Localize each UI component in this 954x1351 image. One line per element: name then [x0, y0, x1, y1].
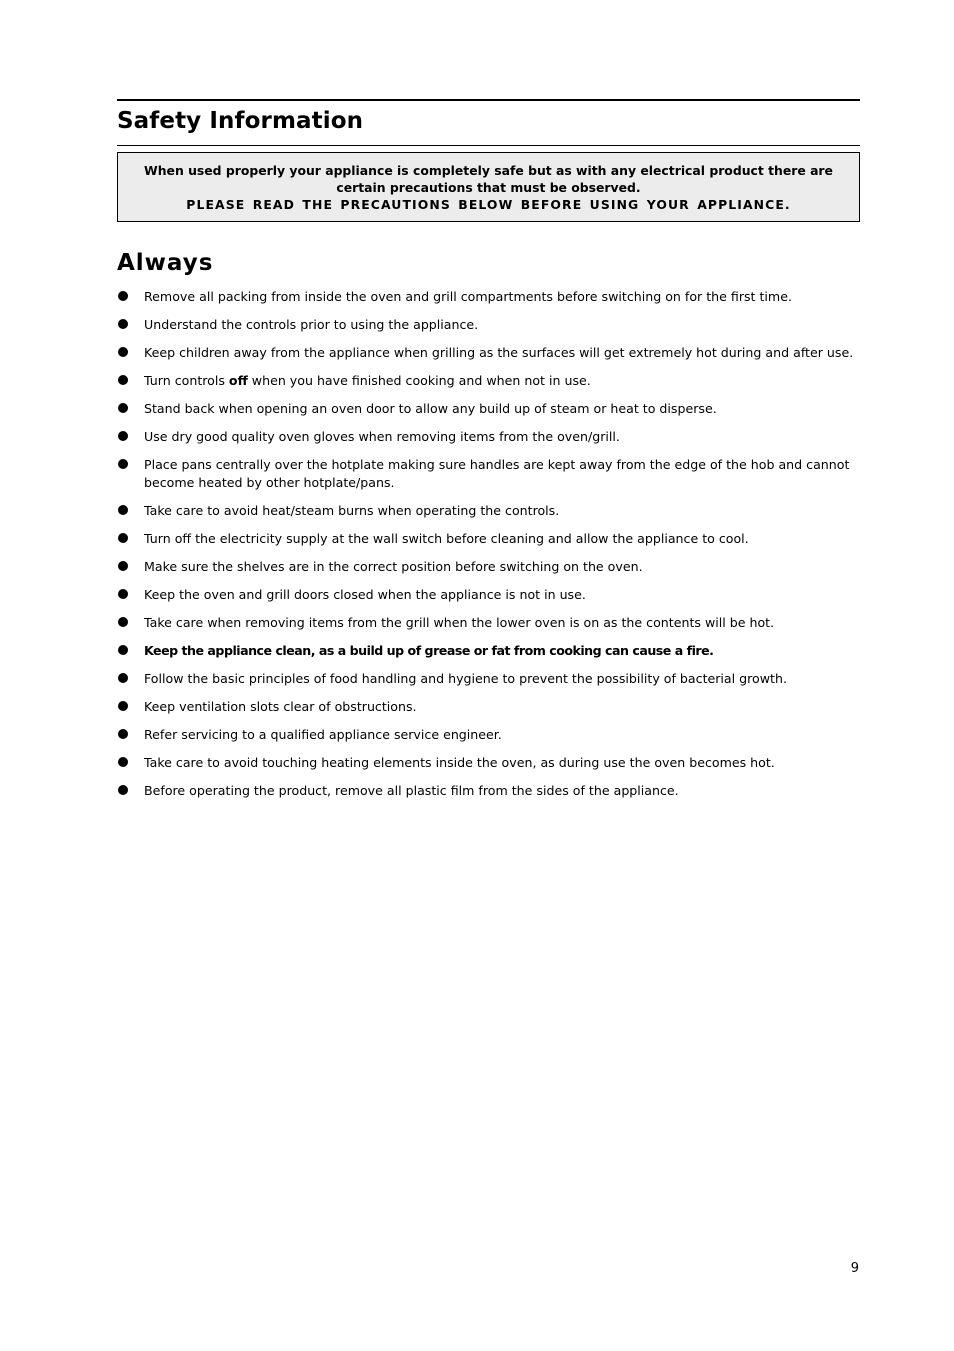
list-item [117, 344, 860, 362]
list-item [117, 642, 860, 660]
item-text [144, 373, 591, 388]
bullet-icon [118, 375, 128, 385]
item-text: Turn off the electricity supply at the wall switch before cleaning and allow the appliance to cool. [144, 531, 749, 546]
item-text: Before operating the product, remove all plastic film from the sides of the appliance. [144, 783, 679, 798]
item-text: Keep children away from the appliance when grilling as the surfaces will get extremely hot during and after use. [144, 345, 854, 360]
bullet-icon [118, 561, 128, 571]
item-text: Place pans centrally over the hotplate making sure handles are kept away from the edge of the hob and cannot become heated by other hotplate/pans. [144, 457, 850, 490]
item-text-post: when you have finished cooking and when not in use. [247, 373, 591, 388]
item-text-pre: Turn controls [144, 373, 229, 388]
item-text: Take care to avoid touching heating elements inside the oven, as during use the oven becomes hot. [144, 755, 775, 770]
bullet-icon [118, 589, 128, 599]
bullet-icon [118, 319, 128, 329]
list-item [117, 288, 860, 306]
list-item [117, 316, 860, 334]
list-item [117, 428, 860, 446]
list-item [117, 456, 860, 492]
page-content [117, 99, 860, 810]
always-list [117, 288, 860, 800]
bullet-icon [118, 403, 128, 413]
bullet-icon [118, 431, 128, 441]
item-text: Make sure the shelves are in the correct position before switching on the oven. [144, 559, 643, 574]
bullet-icon [118, 459, 128, 469]
title-underline [117, 145, 860, 146]
bullet-icon [118, 673, 128, 683]
list-item [117, 614, 860, 632]
item-text: Understand the controls prior to using the appliance. [144, 317, 479, 332]
bullet-icon [118, 645, 128, 655]
item-text: Refer servicing to a qualified appliance service engineer. [144, 727, 502, 742]
list-item [117, 558, 860, 576]
list-item [117, 400, 860, 418]
bullet-icon [118, 729, 128, 739]
bullet-icon [118, 291, 128, 301]
list-item [117, 698, 860, 716]
notice-warning: PLEASE READ THE PRECAUTIONS BELOW BEFORE USING YOUR APPLIANCE. [186, 197, 791, 212]
item-text: Take care to avoid heat/steam burns when operating the controls. [144, 503, 560, 518]
item-text: Remove all packing from inside the oven and grill compartments before switching on for the first time. [144, 289, 792, 304]
bullet-icon [118, 785, 128, 795]
bullet-icon [118, 757, 128, 767]
item-text-bold: off [228, 373, 248, 388]
item-text: Take care when removing items from the grill when the lower oven is on as the contents will be hot. [144, 615, 775, 630]
item-text: Keep the oven and grill doors closed when the appliance is not in use. [144, 587, 586, 602]
notice-text: When used properly your appliance is completely safe but as with any electrical product there are certain precautions that must be observed. [144, 163, 833, 195]
item-text: Keep ventilation slots clear of obstructions. [144, 699, 417, 714]
list-item [117, 726, 860, 744]
list-item [117, 530, 860, 548]
precautions-notice [117, 152, 860, 222]
list-item [117, 754, 860, 772]
list-item [117, 502, 860, 520]
bullet-icon [118, 617, 128, 627]
list-item [117, 372, 860, 390]
list-item [117, 782, 860, 800]
top-rule [117, 99, 860, 101]
always-heading: Always [117, 250, 214, 276]
bullet-icon [118, 505, 128, 515]
item-text: Follow the basic principles of food handling and hygiene to prevent the possibility of bacterial growth. [144, 671, 787, 686]
page-number: 9 [850, 1261, 859, 1276]
item-text: Keep the appliance clean, as a build up of grease or fat from cooking can cause a fire. [144, 643, 714, 658]
item-text: Use dry good quality oven gloves when removing items from the oven/grill. [144, 429, 620, 444]
page-title: Safety Information [117, 108, 364, 134]
bullet-icon [118, 533, 128, 543]
list-item [117, 586, 860, 604]
list-item [117, 670, 860, 688]
bullet-icon [118, 701, 128, 711]
bullet-icon [118, 347, 128, 357]
item-text: Stand back when opening an oven door to allow any build up of steam or heat to disperse. [144, 401, 717, 416]
